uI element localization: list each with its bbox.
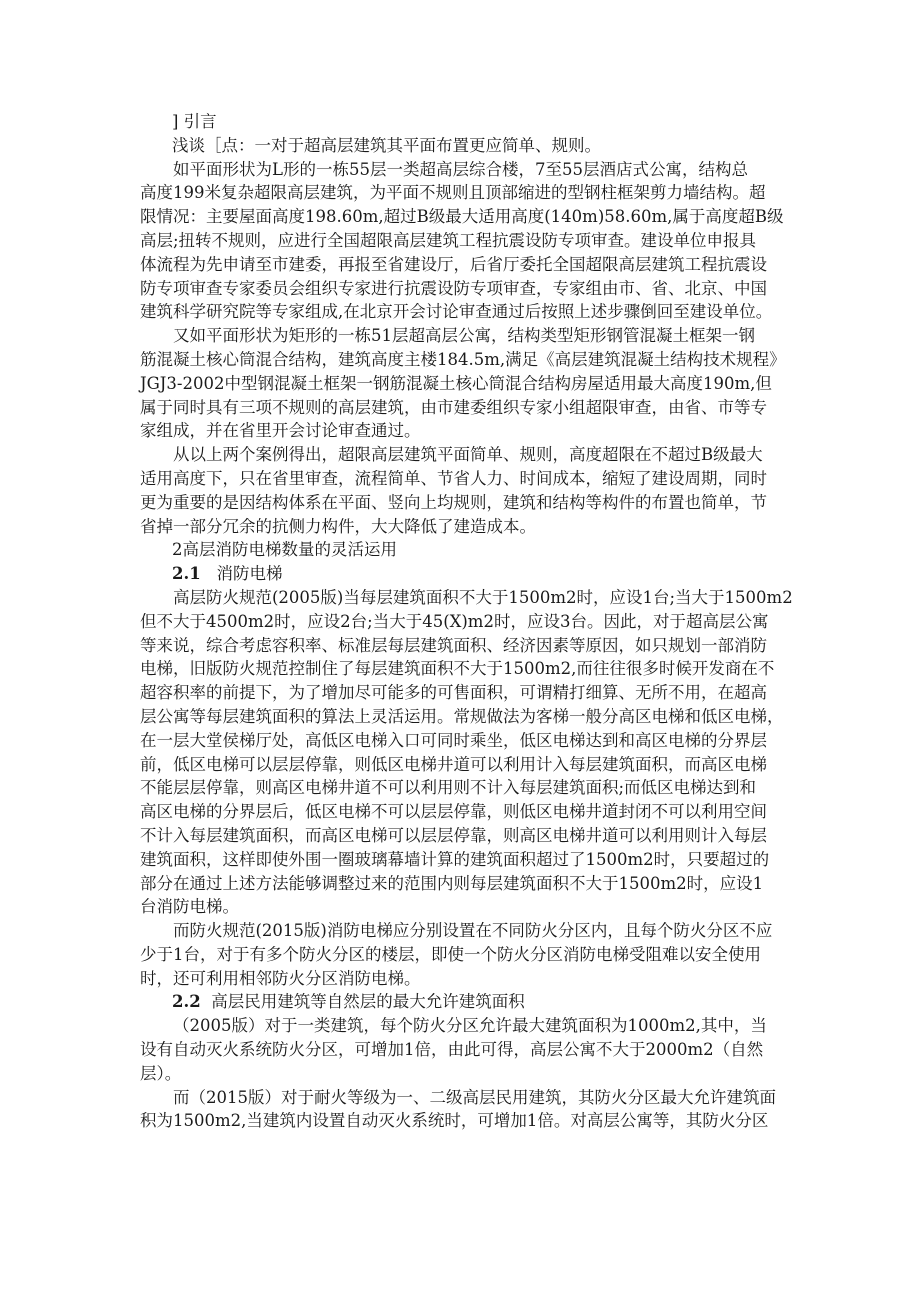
paragraph-4-line: 建筑面积，这样即使外围一圈玻璃幕墙计算的建筑面积超过了1500m2时，只要超过的 [140,849,770,869]
paragraph-6-line: 层）。 [140,1063,182,1083]
paragraph-7-line: 而（2015版）对于耐火等级为一、二级高层民用建筑，其防火分区最大允许建筑面 [173,1087,776,1107]
paragraph-4-line: 高层防火规范(2005版)当每层建筑面积不大于1500m2时，应设1台;当大于1500m2 [173,587,793,607]
paragraph-5 [140,919,784,990]
paragraph-6 [140,1014,784,1085]
paragraph-4-line: 等来说，综合考虑容积率、标准层每层建筑面积、经济因素等原因，如只规划一部消防 [140,635,767,655]
paragraph-2-line: 属于同时具有三项不规则的高层建筑，由市建委组织专家小组超限审查，由省、市等专 [140,397,767,417]
paragraph-4-line: 部分在通过上述方法能够调整过来的范围内则每层建筑面积不大于1500m2时，应设1 [140,873,764,893]
paragraph-2-line: JGJ3-2002中型钢混凝土框架一钢筋混凝土核心筒混合结构房屋适用最大高度190m,但 [140,373,772,393]
paragraph-7-line: 积为1500m2,当建筑内设置自动灭火系统时，可增加1倍。对高层公寓等，其防火分区 [140,1111,769,1131]
section-2-heading: 2高层消防电梯数量的灵活运用 [172,540,397,560]
paragraph-4-line: 高区电梯的分界层后，低区电梯不可以层层停靠，则低区电梯井道封闭不可以利用空间 [140,802,767,822]
section-2-1-heading [140,562,784,586]
paragraph-3-line: 更为重要的是因结构体系在平面、竖向上均规则，建筑和结构等构件的布置也简单，节 [140,492,767,512]
paragraph-5-line: 时，还可利用相邻防火分区消防电梯。 [140,968,421,988]
paragraph-5-line: 少于1台，对于有多个防火分区的楼层，即使一个防火分区消防电梯受阻难以安全使用 [140,944,761,964]
paragraph-4-line: 电梯，旧版防火规范控制住了每层建筑面积不大于1500m2,而往往很多时候开发商在不 [140,659,775,679]
paragraph-3-line: 适用高度下，只在省里审查，流程简单、节省人力、时间成本，缩短了建设周期，同时 [140,468,767,488]
section-2-1-number: 2.1 [172,564,201,584]
paragraph-1-line: 建筑科学研究院等专家组成,在北京开会讨论审查通过后按照上述步骤倒回至建设单位。 [140,302,773,322]
paragraph-5-line: 而防火规范(2015版)消防电梯应分别设置在不同防火分区内，且每个防火分区不应 [173,921,773,941]
paragraph-1-line: 体流程为先申请至市建委，再报至省建设厅，后省厅委托全国超限高层建筑工程抗震设 [140,254,767,274]
section-2-1-title: 消防电梯 [216,564,283,584]
intro-label: ] 引言 [172,112,217,131]
section-2-2-title: 高层民用建筑等自然层的最大允许建筑面积 [211,992,525,1012]
paragraph-4-line: 不计入每层建筑面积，而高区电梯可以层层停靠，则高区电梯井道可以利用则计入每层 [140,825,767,845]
paragraph-3-line: 省掉一部分冗余的抗侧力构件，大大降低了建造成本。 [140,516,536,536]
paragraph-4-line: 前，低区电梯可以层层停靠，则低区电梯井道可以利用计入每层建筑面积，而高区电梯 [140,754,767,774]
paragraph-2-line: 家组成，并在省里开会讨论审查通过。 [140,421,421,441]
paragraph-1 [140,158,784,325]
paragraph-1-line: 如平面形状为L形的一栋55层一类超高层综合楼，7至55层酒店式公寓，结构总 [173,159,748,179]
paragraph-1-line: 防专项审查专家委员会组织专家进行抗震设防专项审查，专家组由市、省、北京、中国 [140,278,767,298]
paragraph-6-line: （2005版）对于一类建筑，每个防火分区允许最大建筑面积为1000m2,其中，当 [173,1016,767,1036]
section-2-2-heading [140,990,784,1014]
paragraph-2-line: 又如平面形状为矩形的一栋51层超高层公寓，结构类型矩形钢管混凝土框架一钢 [173,326,755,346]
section-2-2-number: 2.2 [172,992,201,1012]
paragraph-3 [140,443,784,538]
paragraph-2-line: 筋混凝土核心筒混合结构，建筑高度主楼184.5m,满足《高层建筑混凝土结构技术规程》 [140,349,786,369]
paragraph-6-line: 设有自动灭火系统防火分区，可增加1倍，由此可得，高层公寓不大于2000m2（自然 [140,1040,764,1060]
paragraph-4-line: 在一层大堂侯梯厅处，高低区电梯入口可同时乘坐，低区电梯达到和高区电梯的分界层 [140,730,767,750]
paragraph-1-line: 高度199米复杂超限高层建筑，为平面不规则且顶部缩进的型钢柱框架剪力墙结构。超 [140,183,766,203]
paragraph-1-line: 限情况：主要屋面高度198.60m,超过B级最大适用高度(140m)58.60m,属于高度超B级 [140,207,784,227]
paragraph-1-line: 高层;扭转不规则，应进行全国超限高层建筑工程抗震设防专项审查。建设单位申报具 [140,230,757,250]
paragraph-4-line: 但不大于4500m2时，应设2台;当大于45(X)m2时，应设3台。因此，对于超高层公寓 [140,611,769,631]
paragraph-7 [140,1086,784,1134]
intro-text: 浅谈［点：一对于超高层建筑其平面布置更应简单、规则。 [172,135,601,155]
paragraph-3-line: 从以上两个案例得出，超限高层建筑平面简单、规则，高度超限在不超过B级最大 [173,445,763,465]
paragraph-4-line: 不能层层停靠，则高区电梯井道不可以利用则不计入每层建筑面积;而低区电梯达到和 [140,778,757,798]
paragraph-4-line: 超容积率的前提下，为了增加尽可能多的可售面积，可谓精打细算、无所不用，在超高 [140,683,767,703]
paragraph-2 [140,324,784,443]
paragraph-4 [140,586,793,919]
paragraph-4-line: 层公寓等每层建筑面积的算法上灵活运用。常规做法为客梯一般分高区电梯和低区电梯， [140,706,784,726]
paragraph-4-line: 台消防电梯。 [140,897,239,917]
